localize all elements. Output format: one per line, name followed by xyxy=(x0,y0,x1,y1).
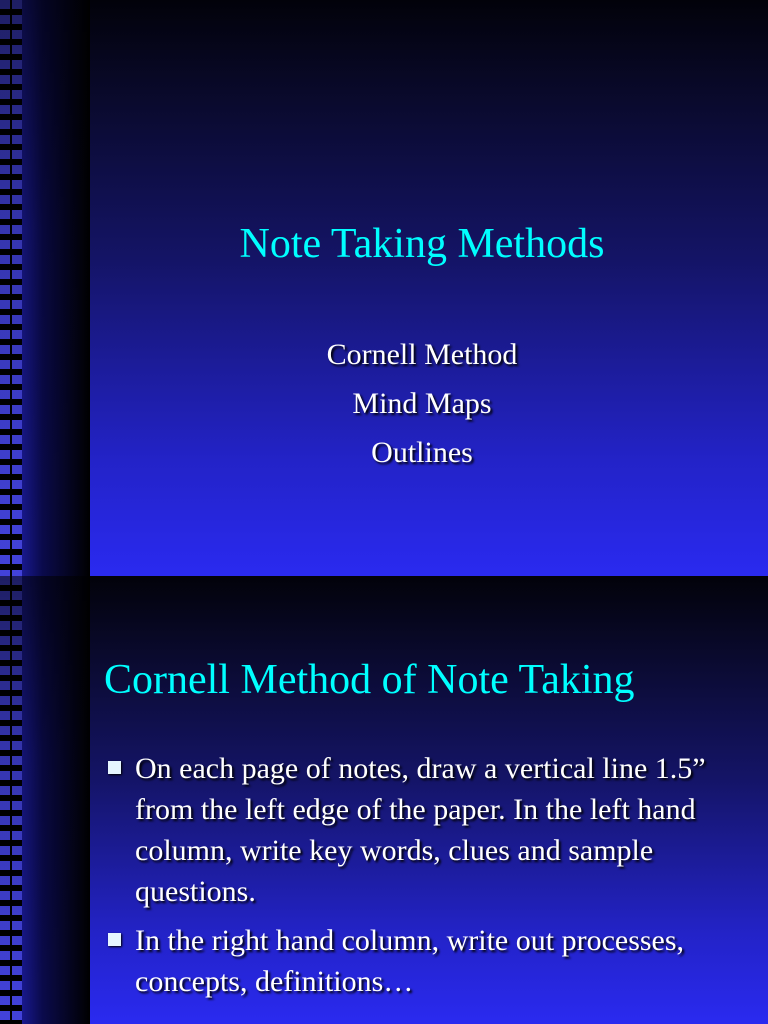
slide-title: Cornell Method of Note Taking xyxy=(104,657,635,703)
method-list xyxy=(90,330,754,477)
left-decorative-strip xyxy=(0,0,90,576)
left-decorative-strip xyxy=(0,576,90,1024)
slide-2 xyxy=(0,576,768,1024)
square-bullet-icon xyxy=(108,933,121,946)
slide-title: Note Taking Methods xyxy=(239,221,605,267)
list-item: Cornell Method xyxy=(326,338,518,371)
bullet-item xyxy=(104,920,744,1002)
bullet-text: In the right hand column, write out processes, concepts, definitions… xyxy=(135,924,685,998)
list-item: Outlines xyxy=(371,436,473,469)
bullet-list xyxy=(104,748,744,1010)
square-bullet-icon xyxy=(108,761,121,774)
bullet-item xyxy=(104,748,744,912)
list-item: Mind Maps xyxy=(352,387,492,420)
bullet-text: On each page of notes, draw a vertical line 1.5” from the left edge of the paper. In the left hand column, write key words, clues and sample questions. xyxy=(135,752,706,908)
